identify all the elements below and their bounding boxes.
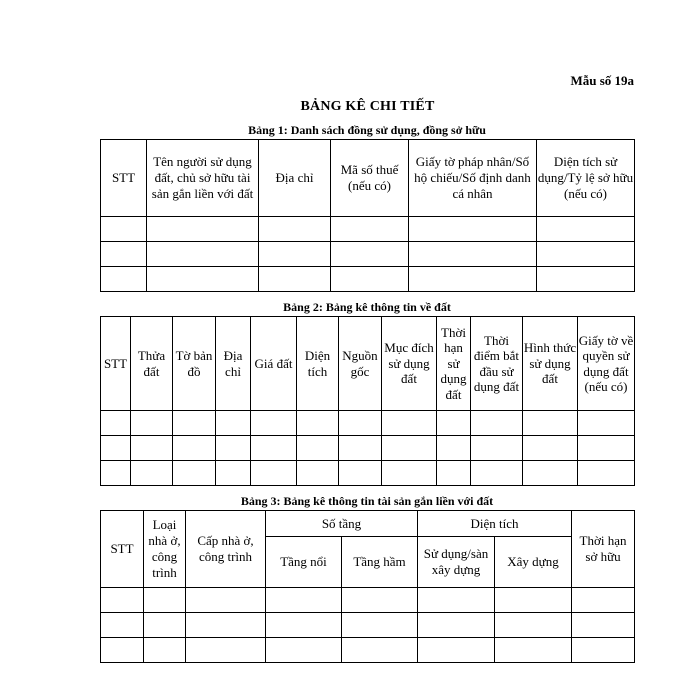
table-cell[interactable] [537,242,635,267]
table-cell[interactable] [339,411,382,436]
t1-header-stt: STT [101,140,147,217]
t2-header-land-documents: Giấy tờ về quyền sử dụng đất (nếu có) [578,317,635,411]
table-cell[interactable] [251,411,297,436]
table-cell[interactable] [259,217,331,242]
table-cell[interactable] [186,638,266,663]
table-cell[interactable] [382,461,437,486]
t3-header-construction-area: Xây dựng [495,537,572,588]
table-cell[interactable] [418,588,495,613]
table-cell[interactable] [537,267,635,292]
table-cell[interactable] [173,436,216,461]
table-cell[interactable] [216,411,251,436]
co-owners-table [100,139,635,292]
t2-header-land-use-term: Thời hạn sử dụng đất [437,317,471,411]
table-cell[interactable] [523,411,578,436]
table-cell[interactable] [331,267,409,292]
table-cell[interactable] [495,638,572,663]
table-cell[interactable] [266,613,342,638]
table-cell[interactable] [437,461,471,486]
table-cell[interactable] [131,461,173,486]
table2-caption: Bảng 2: Bảng kê thông tin về đất [283,300,451,314]
table-cell[interactable] [251,436,297,461]
t2-header-land-use-purpose: Mục đích sử dụng đất [382,317,437,411]
t2-header-use-form: Hình thức sử dụng đất [523,317,578,411]
table-cell[interactable] [331,217,409,242]
t2-header-origin: Nguồn gốc [339,317,382,411]
table-cell[interactable] [101,436,131,461]
table-cell[interactable] [186,588,266,613]
table-cell[interactable] [186,613,266,638]
table-cell[interactable] [147,267,259,292]
table3-caption: Bảng 3: Bảng kê thông tin tài sản gắn liền với đất [240,494,494,508]
t1-header-address: Địa chỉ [259,140,331,217]
table-cell[interactable] [437,411,471,436]
t1-header-owner-name: Tên người sử dụng đất, chủ sở hữu tài sản gắn liền với đất [147,140,259,217]
table-row [101,588,635,613]
table-cell[interactable] [259,242,331,267]
t3-header-floors: Số tầng [266,511,418,537]
t2-header-stt: STT [101,317,131,411]
table-cell[interactable] [266,588,342,613]
table-row [101,411,635,436]
table-cell[interactable] [578,436,635,461]
t3-header-above-ground-floors: Tầng nổi [266,537,342,588]
t1-header-area-share: Diện tích sử dụng/Tỷ lệ sở hữu (nếu có) [537,140,635,217]
table-row [101,613,635,638]
table-cell[interactable] [259,267,331,292]
table-row [101,638,635,663]
t1-header-id-document: Giấy tờ pháp nhân/Số hộ chiếu/Số định danh cá nhân [409,140,537,217]
table-cell[interactable] [418,613,495,638]
table-cell[interactable] [297,411,339,436]
t3-header-area: Diện tích [418,511,572,537]
document-title: BẢNG KÊ CHI TIẾT [300,99,435,114]
table-cell[interactable] [409,217,537,242]
t3-header-basement-floors: Tầng hầm [342,537,418,588]
table-cell[interactable] [437,436,471,461]
table-cell[interactable] [495,588,572,613]
table-cell[interactable] [173,461,216,486]
form-number: Mẫu số 19a [570,73,634,88]
table-cell[interactable] [101,588,144,613]
t2-header-area: Diện tích [297,317,339,411]
t2-header-parcel: Thửa đất [131,317,173,411]
table-cell[interactable] [266,638,342,663]
table-cell[interactable] [471,436,523,461]
table-cell[interactable] [147,217,259,242]
t2-header-address: Địa chỉ [216,317,251,411]
table-cell[interactable] [101,217,147,242]
table-row [101,242,635,267]
table-cell[interactable] [251,461,297,486]
table-cell[interactable] [144,613,186,638]
table-cell[interactable] [471,461,523,486]
table-cell[interactable] [342,638,418,663]
table-cell[interactable] [144,588,186,613]
t3-header-stt: STT [101,511,144,588]
table-cell[interactable] [382,411,437,436]
table-cell[interactable] [101,638,144,663]
t3-header-ownership-term: Thời hạn sở hữu [572,511,635,588]
table-cell[interactable] [523,436,578,461]
table-cell[interactable] [173,411,216,436]
table-cell[interactable] [418,638,495,663]
table-cell[interactable] [131,436,173,461]
table-cell[interactable] [382,436,437,461]
table-cell[interactable] [342,588,418,613]
table-row [101,461,635,486]
land-info-table [100,316,635,486]
table-cell[interactable] [131,411,173,436]
table-cell[interactable] [471,411,523,436]
attached-assets-table [100,510,635,663]
table-row [101,267,635,292]
table-cell[interactable] [572,638,635,663]
table-cell[interactable] [216,436,251,461]
table-cell[interactable] [409,242,537,267]
table-cell[interactable] [144,638,186,663]
t3-header-building-type: Loại nhà ở, công trình [144,511,186,588]
t3-header-floor-area: Sử dụng/sàn xây dựng [418,537,495,588]
table1-caption: Bảng 1: Danh sách đồng sử dụng, đồng sở hữu [248,123,486,137]
table-cell[interactable] [572,588,635,613]
table-cell[interactable] [342,613,418,638]
t2-header-map-sheet: Tờ bản đồ [173,317,216,411]
table-cell[interactable] [495,613,572,638]
table-cell[interactable] [409,267,537,292]
table-cell[interactable] [101,461,131,486]
table-cell[interactable] [101,267,147,292]
table-cell[interactable] [537,217,635,242]
table-cell[interactable] [339,436,382,461]
table-cell[interactable] [101,411,131,436]
table-cell[interactable] [297,461,339,486]
table-cell[interactable] [101,613,144,638]
table-cell[interactable] [339,461,382,486]
table-cell[interactable] [297,436,339,461]
t1-header-tax-code: Mã số thuế (nếu có) [331,140,409,217]
t2-header-land-price: Giá đất [251,317,297,411]
table-cell[interactable] [216,461,251,486]
table-cell[interactable] [101,242,147,267]
table-row [101,436,635,461]
table-cell[interactable] [523,461,578,486]
table-cell[interactable] [578,411,635,436]
table-cell[interactable] [331,242,409,267]
t3-header-building-grade: Cấp nhà ở, công trình [186,511,266,588]
table-row [101,217,635,242]
t2-header-start-date: Thời điểm bắt đầu sử dụng đất [471,317,523,411]
table-cell[interactable] [572,613,635,638]
table-cell[interactable] [147,242,259,267]
table-cell[interactable] [578,461,635,486]
